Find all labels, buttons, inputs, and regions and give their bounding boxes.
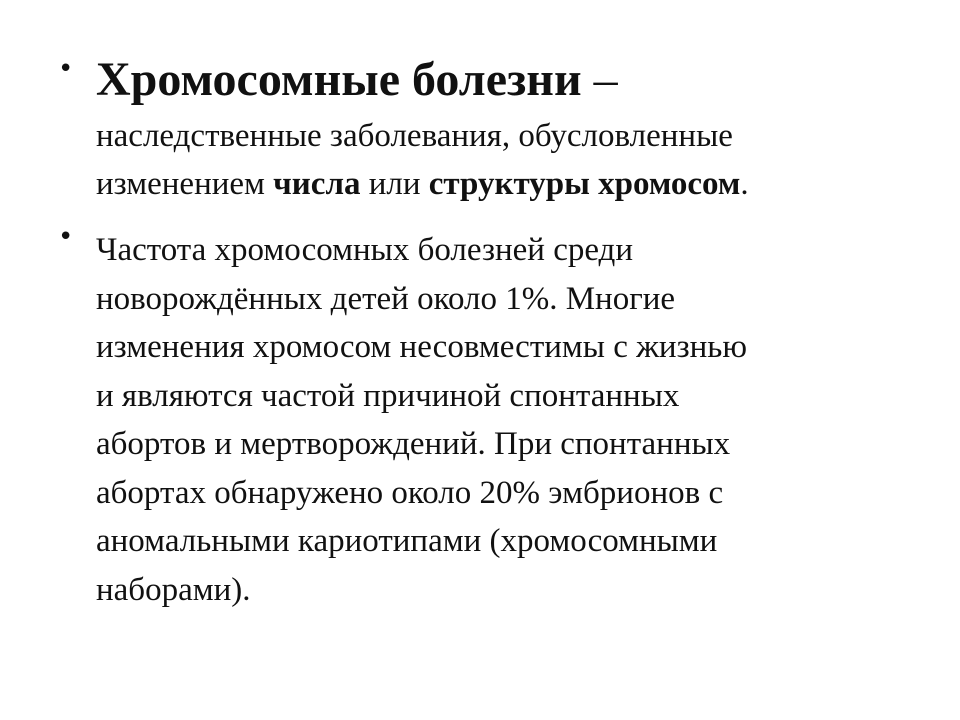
frequency-line: абортах обнаружено около 20% эмбрионов с [96,474,724,511]
frequency-line: аномальными кариотипами (хромосомными [96,523,718,559]
bullet-marker: • [58,222,74,252]
frequency-line: Частота хромосомных болезней среди [96,232,634,268]
bullet-item-definition [58,52,918,208]
term-line [96,52,918,108]
definition-line [96,160,918,208]
frequency-line: изменения хромосом несовместимы с жизнью [96,329,747,365]
frequency-line: абортов и мертворождений. При спонтанных [96,426,731,462]
term-heading: Хромосомные болезни [96,53,582,106]
definition-text [96,112,918,208]
bold-number: числа [273,166,361,202]
definition-connector: или [360,166,429,202]
frequency-line: новорождённых детей около 1%. Многие [96,280,676,317]
frequency-line: и являются частой причиной спонтанных [96,377,680,414]
term-dash: – [581,53,618,106]
bullet-list [58,52,918,614]
definition-prefix: изменением [96,166,274,202]
frequency-line: наборами). [96,571,251,608]
bullet-marker: • [58,54,74,84]
definition-end: . [740,166,749,202]
bold-structure: структуры хромосом [428,166,741,202]
frequency-text [96,226,918,614]
bullet-item-frequency [58,222,918,614]
definition-line: наследственные заболевания, обусловленные [96,118,733,154]
